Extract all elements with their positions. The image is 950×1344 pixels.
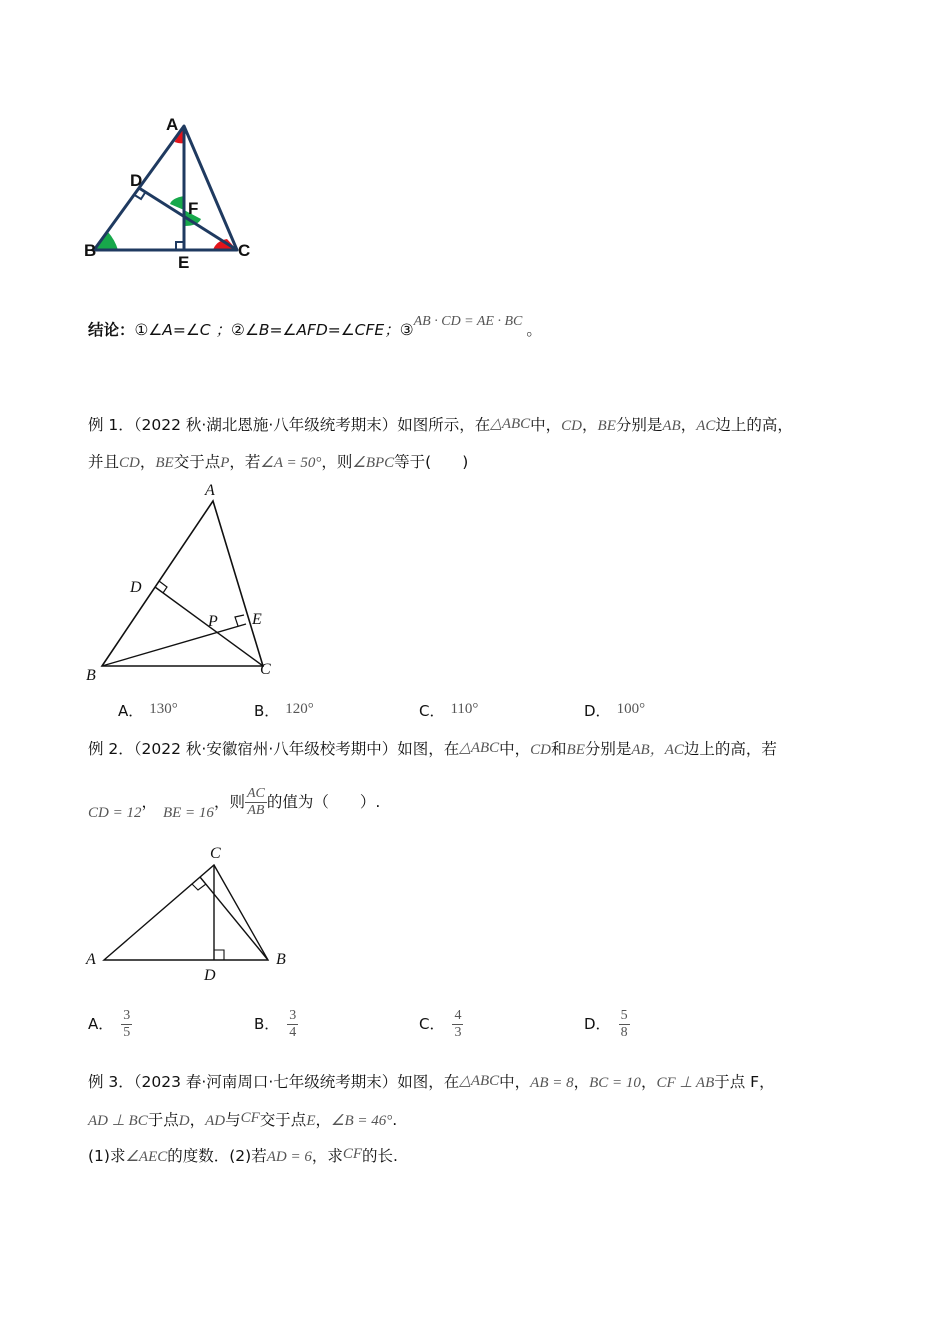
label-A: A	[166, 115, 179, 134]
text: 于点	[147, 1111, 179, 1129]
fraction-denominator: 4	[289, 1025, 297, 1040]
math-d: D	[178, 1113, 190, 1129]
math-cd: CD	[530, 742, 552, 758]
math-ab: AB	[662, 418, 681, 434]
text: ，	[139, 453, 156, 471]
math-p: P	[220, 455, 230, 471]
triangle-ABC	[102, 501, 263, 666]
label-E: E	[252, 611, 262, 628]
math-angle-a: ∠A = 50°	[260, 455, 322, 471]
label-P: P	[208, 613, 218, 630]
example3-line3	[88, 1144, 398, 1166]
text: 并且	[88, 453, 120, 471]
math-e: E	[306, 1113, 316, 1129]
example2-option-a[interactable]	[88, 1008, 132, 1041]
example1-option-b[interactable]	[254, 700, 314, 721]
math-ad-value: AD = 6	[266, 1149, 312, 1165]
label-A: A	[205, 482, 215, 499]
option-letter: A．	[88, 1015, 114, 1033]
text: ，	[582, 416, 598, 434]
text: 边上的高，	[715, 416, 793, 434]
math-be: BE	[566, 742, 585, 758]
conclusion-formula: AB · CD = AE · BC	[413, 314, 523, 329]
example2-line1	[88, 737, 777, 759]
text: 的长.	[362, 1147, 398, 1165]
text: 和	[551, 740, 567, 758]
right-angle-E	[192, 884, 206, 890]
label-C: C	[210, 845, 221, 862]
altitude-BE	[200, 877, 268, 960]
option-fraction	[121, 1008, 132, 1041]
math-triangle: △ABC	[490, 416, 531, 432]
fraction-denominator: AB	[247, 803, 265, 818]
text: 交于点	[173, 453, 221, 471]
example2-source: 例 2．（2022 秋·安徽宿州·八年级校考期中）如图，在	[88, 740, 460, 758]
math-ab-ac: AB，AC	[631, 742, 684, 758]
example1-option-a[interactable]	[118, 700, 178, 721]
label-D: D	[130, 579, 142, 596]
text: 中，	[499, 740, 531, 758]
question-1: (1)求	[88, 1147, 126, 1165]
option-letter: D．	[584, 702, 611, 720]
label-C: C	[238, 241, 251, 260]
text: 分别是	[615, 416, 663, 434]
triangle-ABC	[104, 865, 268, 960]
math-cf: CF	[342, 1146, 363, 1162]
example1-line1	[88, 413, 793, 435]
math-cd-value: CD = 12	[88, 805, 142, 821]
figure-example1	[80, 478, 290, 688]
fraction-numerator: 3	[123, 1008, 131, 1023]
text: ，则	[321, 453, 353, 471]
example2-line2	[88, 786, 380, 819]
text: ，	[680, 416, 697, 434]
question-2: 的度数．(2)若	[167, 1147, 267, 1165]
label-B: B	[84, 241, 97, 260]
triangle-ABC	[94, 126, 237, 250]
text: ，	[141, 793, 157, 811]
option-value: 100°	[616, 701, 646, 717]
fraction-numerator: 5	[620, 1008, 628, 1023]
text: 与	[225, 1111, 241, 1129]
option-letter: B．	[254, 1015, 280, 1033]
right-angle-D	[214, 950, 224, 960]
text: ，	[189, 1111, 206, 1129]
fraction-ac-ab	[245, 786, 267, 819]
label-E: E	[178, 253, 190, 270]
math-ab-value: AB = 8	[530, 1075, 574, 1091]
option-value: 130°	[149, 701, 178, 717]
text: ，	[573, 1073, 590, 1091]
figure-1-altitudes	[80, 110, 270, 270]
text: ，若	[229, 453, 261, 471]
math-cf-perp-ab: CF ⊥ AB	[656, 1075, 715, 1091]
label-D: D	[130, 171, 143, 190]
math-ad: AD	[205, 1113, 226, 1129]
text: ，	[315, 1111, 331, 1129]
conclusion-label: 结论：	[88, 321, 135, 339]
math-cf: CF	[240, 1110, 260, 1126]
example3-source: 例 3．（2023 春·河南周口·七年级统考期末）如图，在	[88, 1073, 460, 1091]
text: ，则	[213, 793, 245, 811]
label-D: D	[204, 967, 216, 984]
conclusion-end: 。	[526, 321, 542, 339]
example2-option-b[interactable]	[254, 1008, 298, 1041]
altitude-BE	[102, 624, 246, 666]
option-letter: C．	[419, 1015, 445, 1033]
math-angle-aec: ∠AEC	[125, 1149, 168, 1165]
text: 中，	[530, 416, 562, 434]
example1-option-d[interactable]	[584, 700, 645, 721]
option-fraction	[452, 1008, 463, 1041]
example3-line2	[88, 1108, 397, 1130]
option-letter: D．	[584, 1015, 611, 1033]
label-B: B	[86, 667, 96, 684]
option-value: 120°	[285, 701, 314, 717]
fraction-denominator: 8	[620, 1025, 628, 1040]
fraction-denominator: 3	[454, 1025, 462, 1040]
math-be: BE	[155, 455, 174, 471]
conclusion-line	[88, 314, 542, 340]
text: 分别是	[584, 740, 632, 758]
conclusion-text: ①∠A=∠C ；②∠B=∠AFD=∠CFE；③	[134, 321, 414, 339]
math-be-value: BE = 16	[162, 805, 214, 821]
option-letter: A．	[118, 702, 144, 720]
label-A: A	[86, 951, 96, 968]
text: ，求	[311, 1147, 343, 1165]
example2-option-d[interactable]	[584, 1008, 630, 1041]
math-angle-b: ∠B = 46°	[331, 1113, 393, 1129]
text: 等于( )	[394, 453, 469, 471]
fraction-numerator: AC	[246, 786, 265, 801]
math-angle-bpc: ∠BPC	[352, 455, 395, 471]
math-ad-perp-bc: AD ⊥ BC	[88, 1113, 148, 1129]
option-fraction	[619, 1008, 630, 1041]
text: 于点 F，	[714, 1073, 775, 1091]
math-cd: CD	[561, 418, 583, 434]
text: 交于点	[259, 1111, 307, 1129]
math-ac: AC	[696, 418, 716, 434]
math-triangle: △ABC	[459, 1073, 500, 1089]
math-cd: CD	[119, 455, 140, 471]
example1-line2	[88, 450, 468, 472]
fraction-numerator: 4	[454, 1008, 462, 1023]
text: 边上的高，若	[683, 740, 777, 758]
label-B: B	[276, 951, 286, 968]
math-bc-value: BC = 10	[589, 1075, 641, 1091]
math-triangle: △ABC	[459, 740, 500, 756]
text: ，	[640, 1073, 657, 1091]
option-value: 110°	[450, 701, 479, 717]
fraction-denominator: 5	[123, 1025, 131, 1040]
option-letter: C．	[419, 702, 445, 720]
text: 中，	[499, 1073, 531, 1091]
option-letter: B．	[254, 702, 280, 720]
fraction-numerator: 3	[289, 1008, 297, 1023]
example2-option-c[interactable]	[419, 1008, 463, 1041]
example1-option-c[interactable]	[419, 700, 478, 721]
figure-example2	[80, 838, 300, 988]
option-fraction	[287, 1008, 298, 1041]
math-be: BE	[597, 418, 616, 434]
text: .	[392, 1111, 398, 1129]
text: 的值为（ ）.	[266, 793, 381, 811]
example1-source: 例 1．（2022 秋·湖北恩施·八年级统考期末）如图所示，在	[88, 416, 491, 434]
label-C: C	[260, 661, 271, 678]
label-F: F	[188, 199, 199, 218]
example3-line1	[88, 1070, 775, 1092]
